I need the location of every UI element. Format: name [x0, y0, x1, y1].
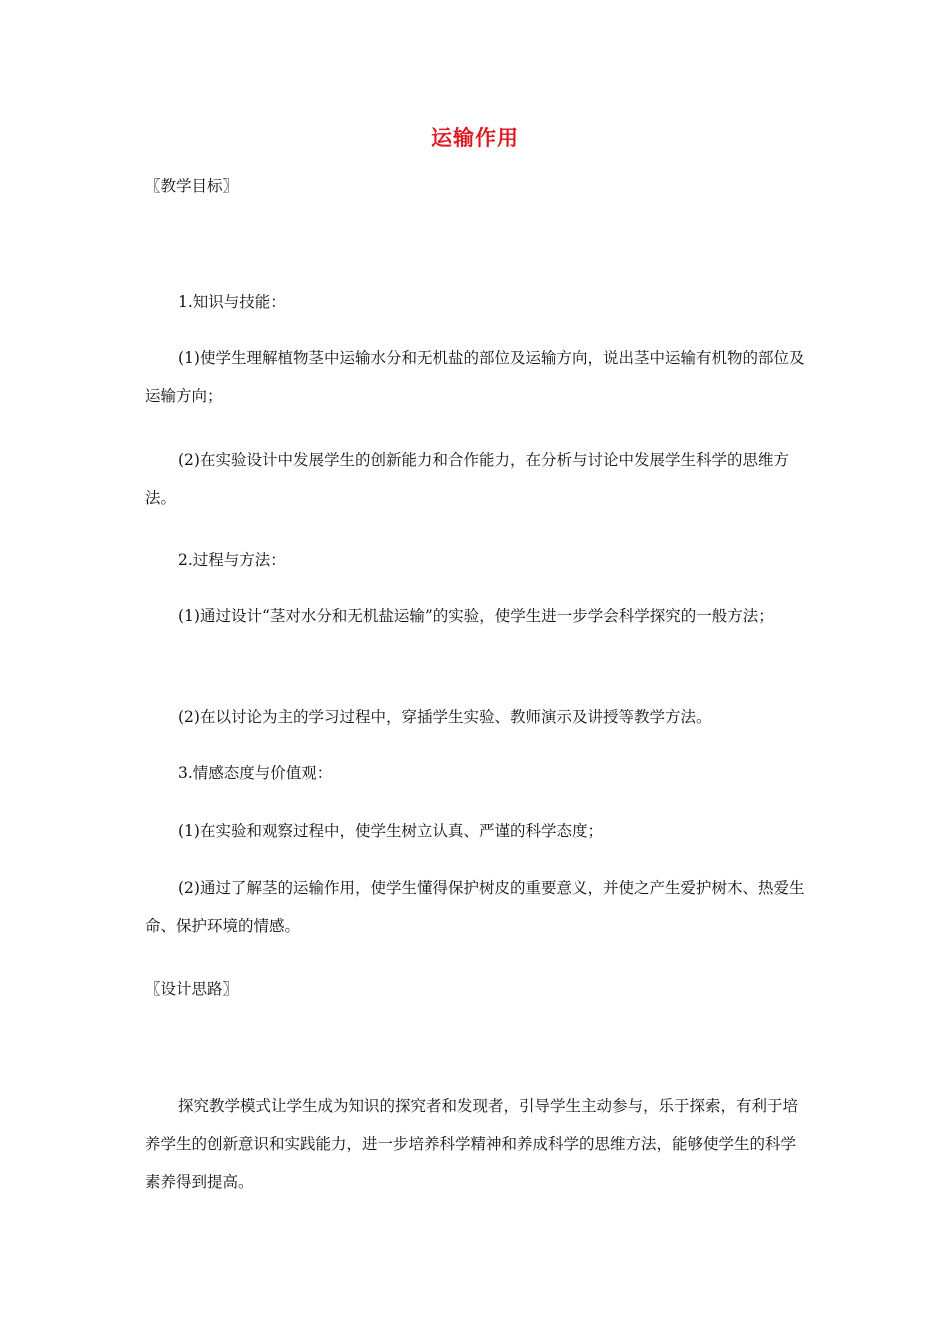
paragraph: (1)在实验和观察过程中，使学生树立认真、严谨的科学态度；: [178, 822, 603, 840]
paragraph: (1)通过设计“茎对水分和无机盐运输”的实验，使学生进一步学会科学探究的一般方法；: [178, 607, 774, 625]
paragraph: 2.过程与方法：: [178, 551, 286, 569]
paragraph: (2)在实验设计中发展学生的创新能力和合作能力，在分析与讨论中发展学生科学的思维方法。: [145, 451, 789, 507]
section-heading-design-ideas: 〖设计思路〗: [145, 980, 239, 998]
paragraph: 3.情感态度与价值观：: [178, 764, 333, 782]
paragraph: (1)使学生理解植物茎中运输水分和无机盐的部位及运输方向，说出茎中运输有机物的部位及运输方向；: [145, 349, 805, 405]
paragraph: (2)通过了解茎的运输作用，使学生懂得保护树皮的重要意义，并使之产生爱护树木、热爱生命、保护环境的情感。: [145, 879, 805, 935]
paragraph: 1.知识与技能：: [178, 293, 286, 311]
paragraph: 探究教学模式让学生成为知识的探究者和发现者，引导学生主动参与，乐于探索，有利于培养学生的创新意识和实践能力，进一步培养科学精神和养成科学的思维方法，能够使学生的科学素养得到提高。: [145, 1097, 799, 1191]
document-title: 运输作用: [431, 126, 519, 150]
paragraph: (2)在以讨论为主的学习过程中，穿插学生实验、教师演示及讲授等教学方法。: [178, 708, 712, 726]
section-heading-teaching-goals: 〖教学目标〗: [145, 177, 239, 195]
